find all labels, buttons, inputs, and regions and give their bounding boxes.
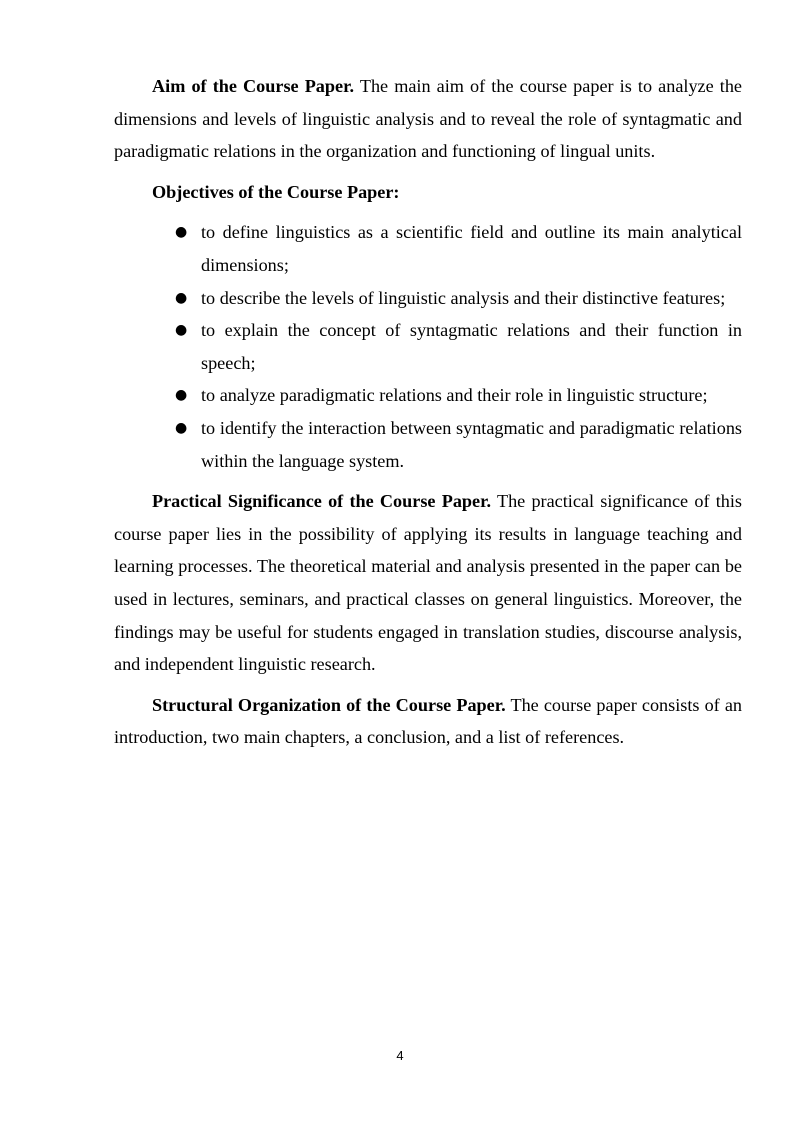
- objectives-list: [114, 216, 742, 477]
- document-page: [114, 70, 742, 762]
- bullet-icon: ●: [175, 224, 188, 241]
- bullet-icon: ●: [175, 387, 188, 404]
- aim-paragraph: [114, 70, 742, 168]
- structure-paragraph: [114, 689, 742, 754]
- bullet-icon: ●: [175, 322, 188, 339]
- list-item: [114, 216, 742, 281]
- structure-text: The course paper consists of an introduction, two main chapters, a conclusion, and a list of references.: [114, 694, 743, 748]
- bullet-icon: ●: [175, 289, 188, 306]
- significance-heading: Practical Significance of the Course Paper.: [152, 491, 492, 512]
- aim-text: The main aim of the course paper is to analyze the dimensions and levels of linguistic analysis and to reveal the role of syntagmatic and paradigmatic relations in the organization and functioning of lingual units.: [114, 76, 743, 162]
- bullet-icon: ●: [175, 419, 188, 436]
- list-item: [114, 314, 742, 379]
- aim-heading: Aim of the Course Paper.: [152, 76, 355, 96]
- list-item: [114, 379, 742, 412]
- list-item: [114, 412, 742, 477]
- objective-text: to define linguistics as a scientific field and outline its main analytical dimensions;: [201, 222, 742, 275]
- objective-text: to explain the concept of syntagmatic relations and their function in speech;: [201, 320, 742, 373]
- list-item: [114, 282, 742, 315]
- significance-paragraph: [114, 485, 742, 681]
- page-number: 4: [396, 1048, 404, 1063]
- structure-heading: Structural Organization of the Course Paper.: [152, 694, 506, 715]
- significance-text: The practical significance of this course paper lies in the possibility of applying its results in language teaching and learning processes. The theoretical material and analysis presented in the paper can be used in lectures, seminars, and practical classes on general linguistics. Moreover, the findings may be useful for students engaged in translation studies, discourse analysis, and independent linguistic research.: [114, 491, 743, 675]
- objectives-heading: Objectives of the Course Paper:: [152, 181, 400, 202]
- objective-text: to analyze paradigmatic relations and their role in linguistic structure;: [201, 385, 708, 406]
- objective-text: to identify the interaction between syntagmatic and paradigmatic relations within the language system.: [201, 417, 742, 471]
- objective-text: to describe the levels of linguistic analysis and their distinctive features;: [201, 287, 726, 308]
